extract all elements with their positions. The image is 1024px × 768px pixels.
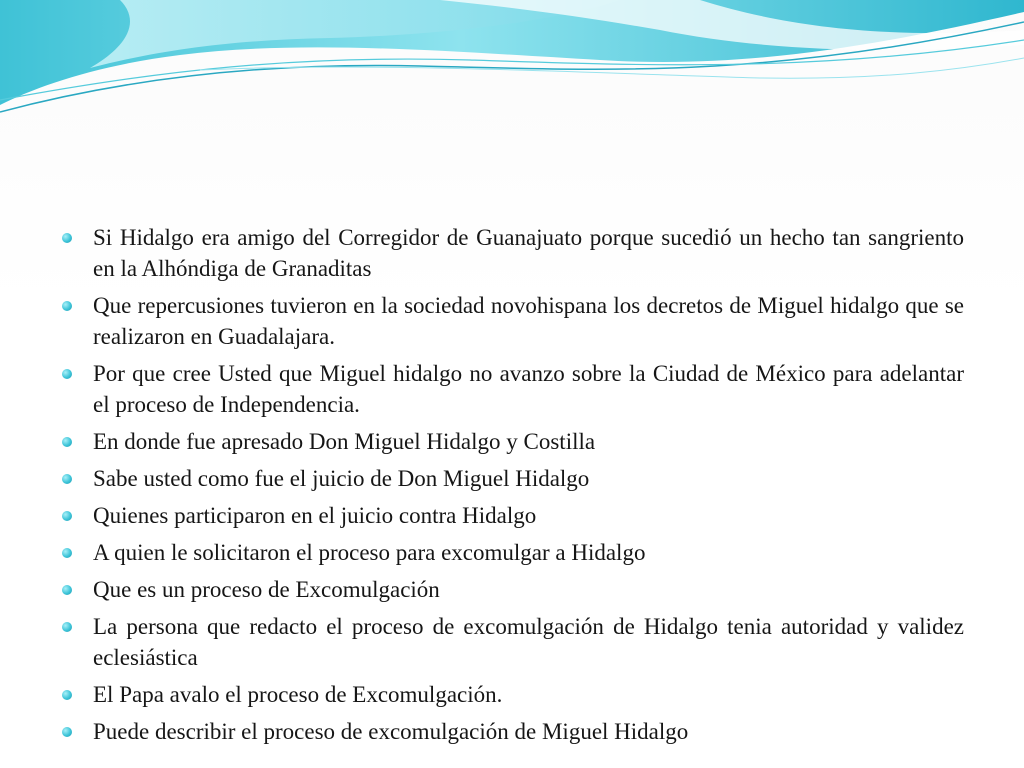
bullet-item bbox=[62, 500, 964, 531]
bullet-icon bbox=[62, 727, 72, 737]
bullet-text: Si Hidalgo era amigo del Corregidor de Guanajuato porque sucedió un hecho tan sangriento en la Alhóndiga de Granaditas bbox=[93, 225, 964, 281]
bullet-text: A quien le solicitaron el proceso para excomulgar a Hidalgo bbox=[93, 540, 646, 565]
bullet-item bbox=[62, 222, 964, 284]
bullet-icon bbox=[62, 511, 72, 521]
bullet-text: Que repercusiones tuvieron en la sociedad novohispana los decretos de Miguel hidalgo que se realizaron en Guadalajara. bbox=[93, 293, 964, 349]
bullet-text: Quienes participaron en el juicio contra Hidalgo bbox=[93, 503, 537, 528]
bullet-item bbox=[62, 574, 964, 605]
bullet-icon bbox=[62, 474, 72, 484]
bullet-item bbox=[62, 679, 964, 710]
bullet-item bbox=[62, 463, 964, 494]
bullet-text: El Papa avalo el proceso de Excomulgación. bbox=[93, 682, 503, 707]
bullet-icon bbox=[62, 548, 72, 558]
bullet-icon bbox=[62, 369, 72, 379]
bullet-text: La persona que redacto el proceso de excomulgación de Hidalgo tenia autoridad y validez eclesiástica bbox=[93, 614, 964, 670]
bullet-text: Puede describir el proceso de excomulgación de Miguel Hidalgo bbox=[93, 719, 689, 744]
bullet-icon bbox=[62, 437, 72, 447]
bullet-text: En donde fue apresado Don Miguel Hidalgo y Costilla bbox=[93, 429, 596, 454]
bullet-item bbox=[62, 611, 964, 673]
bullet-icon bbox=[62, 585, 72, 595]
bullet-icon bbox=[62, 301, 72, 311]
decorative-wave-header bbox=[0, 0, 1024, 130]
bullet-item bbox=[62, 537, 964, 568]
bullet-item bbox=[62, 290, 964, 352]
bullet-icon bbox=[62, 622, 72, 632]
bullet-item bbox=[62, 358, 964, 420]
bullet-item bbox=[62, 716, 964, 747]
bullet-text: Por que cree Usted que Miguel hidalgo no avanzo sobre la Ciudad de México para adelantar el proceso de Independencia. bbox=[93, 361, 964, 417]
bullet-icon bbox=[62, 233, 72, 243]
bullet-item bbox=[62, 426, 964, 457]
bullet-list bbox=[62, 222, 964, 753]
bullet-icon bbox=[62, 690, 72, 700]
bullet-text: Sabe usted como fue el juicio de Don Miguel Hidalgo bbox=[93, 466, 590, 491]
bullet-text: Que es un proceso de Excomulgación bbox=[93, 577, 440, 602]
